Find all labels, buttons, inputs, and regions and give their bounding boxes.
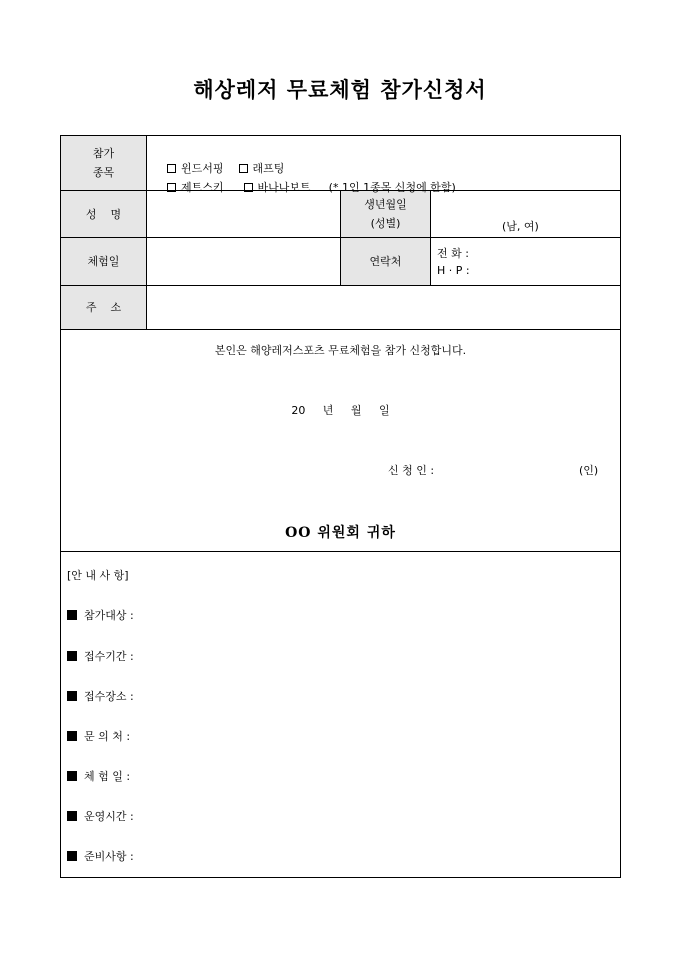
phone-label: 전 화 : (437, 247, 469, 260)
guide-header: [안 내 사 항] (67, 569, 129, 582)
row-divider (61, 329, 620, 330)
birth-label-line2: (성별) (370, 217, 401, 230)
guide-item: 접수장소 : (67, 688, 134, 704)
address-label: 주 소 (61, 286, 146, 329)
event-label-line1: 참가 (92, 147, 115, 160)
page-title: 해상레저 무료체험 참가신청서 (193, 77, 487, 102)
jetski-option[interactable]: 제트스키 (167, 181, 224, 194)
event-note: (* 1인 1종목 신청에 한함) (328, 181, 456, 194)
name-input[interactable] (147, 191, 340, 237)
event-label-cell (61, 136, 146, 190)
exp-date-label: 체험일 (61, 238, 146, 285)
bullet-square-icon (67, 610, 77, 620)
guide-item: 문 의 처 : (67, 728, 130, 744)
applicant-label: 신 청 인 : (388, 464, 435, 477)
exp-date-input[interactable] (147, 238, 340, 285)
committee-addressee: OO 위원회 귀하 (285, 525, 396, 541)
seal-text: (인) (579, 464, 599, 477)
guide-item: 운영시간 : (67, 808, 134, 824)
banana-boat-option[interactable]: 바나나보트 (244, 181, 311, 194)
guide-item: 접수기간 : (67, 648, 134, 664)
windsurfing-option[interactable]: 윈드서핑 (167, 162, 224, 175)
bullet-square-icon (67, 691, 77, 701)
bullet-square-icon (67, 731, 77, 741)
address-input[interactable] (147, 286, 620, 329)
application-form (60, 135, 621, 878)
bullet-square-icon (67, 811, 77, 821)
name-label: 성 명 (61, 191, 146, 237)
section-divider (61, 551, 620, 552)
contact-label: 연락처 (341, 238, 430, 285)
bullet-square-icon (67, 651, 77, 661)
guide-item: 체 험 일 : (67, 768, 130, 784)
date-line: 20 년 월 일 (291, 404, 390, 417)
event-label-line2: 종목 (92, 166, 115, 179)
hp-label: H · P : (437, 264, 470, 277)
guide-item: 참가대상 : (67, 607, 134, 623)
bullet-square-icon (67, 851, 77, 861)
gender-text: (남, 여) (502, 220, 539, 233)
declaration-text: 본인은 해양레저스포츠 무료체험을 참가 신청합니다. (214, 344, 467, 357)
birth-label-line1: 생년월일 (364, 198, 407, 211)
guide-item: 준비사항 : (67, 848, 134, 864)
rafting-option[interactable]: 래프팅 (239, 162, 285, 175)
bullet-square-icon (67, 771, 77, 781)
